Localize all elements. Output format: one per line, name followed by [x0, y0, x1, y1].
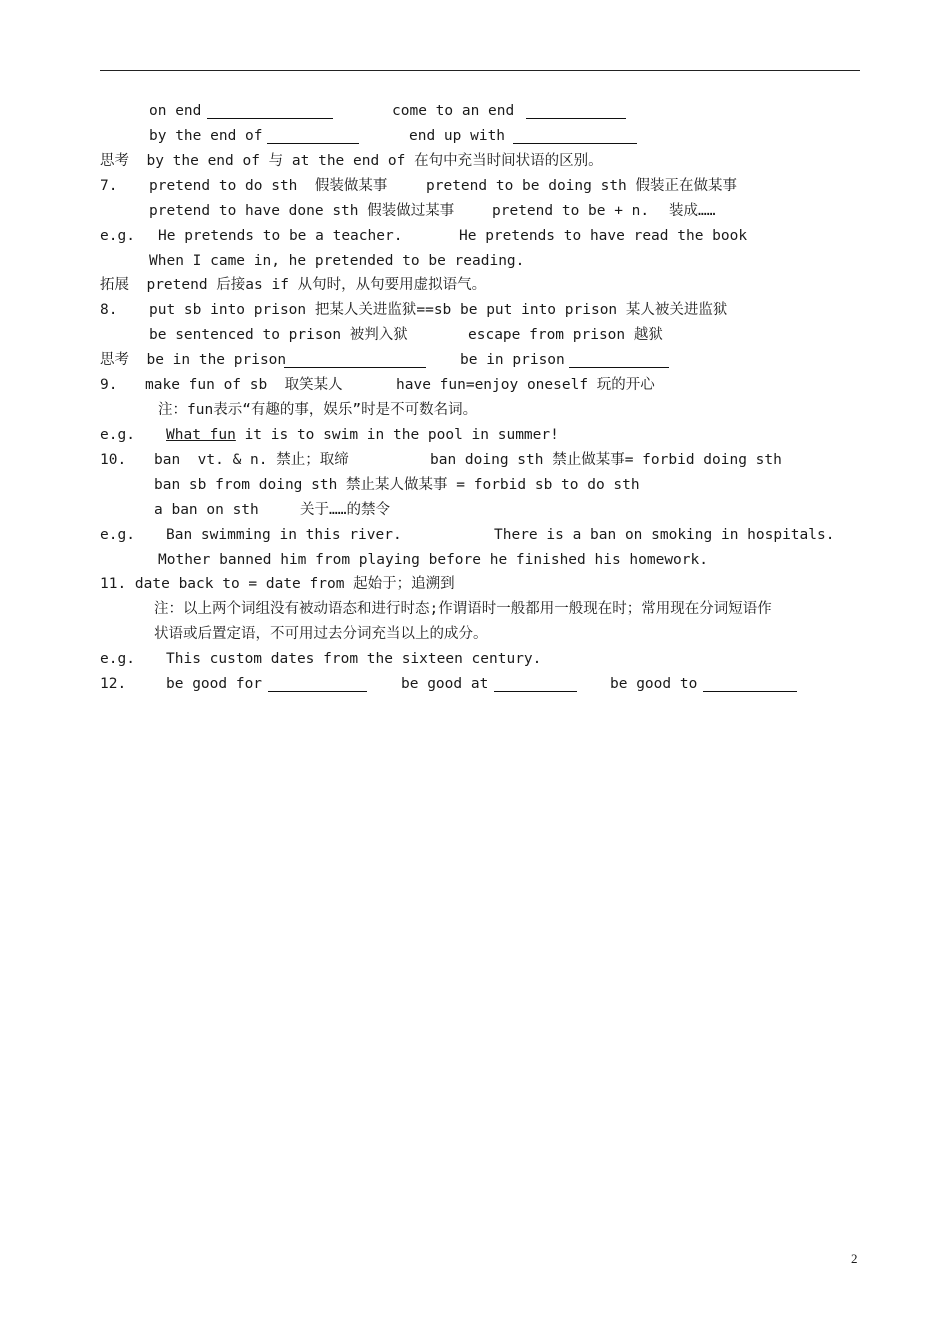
- phrase-make-fun-of: make fun of sb 取笑某人: [145, 377, 343, 393]
- phrase-pretend-to-do: pretend to do sth 假装做某事: [149, 178, 388, 194]
- phrase-ban-sb-from: ban sb from doing sth 禁止某人做某事 = forbid sb to do sth: [154, 477, 640, 493]
- phrase-come-to-an-end: come to an end: [392, 103, 515, 119]
- note-date-back-to: 注：以上两个词组没有被动语态和进行时态;作谓语时一般都用一般现在时；常用现在分词短语作: [154, 601, 772, 617]
- answer-blank: [284, 367, 426, 368]
- phrase-have-fun: have fun=enjoy oneself 玩的开心: [396, 377, 655, 393]
- phrase-be-good-to: be good to: [610, 676, 698, 692]
- answer-blank: [703, 691, 797, 692]
- answer-blank: [526, 118, 626, 119]
- phrase-ban: ban vt. & n. 禁止；取缔: [154, 452, 349, 468]
- phrase-on-end: on end: [149, 103, 202, 119]
- underlined-phrase: What fun: [166, 427, 236, 443]
- page-number: 2: [851, 1251, 858, 1266]
- phrase-pretend-to-be-doing: pretend to be doing sth 假装正在做某事: [426, 178, 738, 194]
- phrase-be-in-prison: be in prison: [460, 352, 565, 368]
- example-sentence: Ban swimming in this river.: [166, 527, 402, 543]
- phrase-end-up-with: end up with: [409, 128, 506, 144]
- phrase-escape-from-prison: escape from prison 越狱: [468, 327, 663, 343]
- item-number-12: 12.: [100, 676, 127, 692]
- think-note-prison: 思考 be in the prison: [100, 352, 287, 368]
- think-note-by-the-end: 思考 by the end of 与 at the end of 在句中充当时间状语的区别。: [100, 153, 603, 169]
- answer-blank: [207, 118, 333, 119]
- example-sentence: He pretends to be a teacher.: [158, 228, 403, 244]
- example-sentence: When I came in, he pretended to be reading.: [149, 253, 525, 269]
- note-date-back-to-cont: 状语或后置定语，不可用过去分词充当以上的成分。: [154, 626, 488, 642]
- item-number-7: 7.: [100, 178, 118, 194]
- item-date-back-to: 11. date back to = date from 起始于；追溯到: [100, 576, 455, 592]
- example-label: e.g.: [100, 527, 135, 543]
- phrase-ban-doing: ban doing sth 禁止做某事= forbid doing sth: [430, 452, 782, 468]
- header-rule: [100, 70, 860, 71]
- item-number-8: 8.: [100, 302, 118, 318]
- phrase-a-ban-on: a ban on sth: [154, 502, 259, 518]
- phrase-meaning-ban: 关于……的禁令: [300, 502, 390, 518]
- extension-note-pretend: 拓展 pretend 后接as if 从句时，从句要用虚拟语气。: [100, 277, 487, 293]
- phrase-be-good-for: be good for: [166, 676, 263, 692]
- phrase-be-good-at: be good at: [401, 676, 489, 692]
- answer-blank: [569, 367, 669, 368]
- answer-blank: [268, 691, 367, 692]
- example-sentence: This custom dates from the sixteen century.: [166, 651, 542, 667]
- item-number-10: 10.: [100, 452, 127, 468]
- answer-blank: [494, 691, 577, 692]
- answer-blank: [267, 143, 359, 144]
- answer-blank: [513, 143, 637, 144]
- example-label: e.g.: [100, 427, 135, 443]
- example-sentence: What fun it is to swim in the pool in summer!: [166, 427, 559, 443]
- phrase-pretend-to-have-done: pretend to have done sth 假装做过某事: [149, 203, 455, 219]
- item-number-9: 9.: [100, 377, 118, 393]
- note-fun-uncountable: 注：fun表示“有趣的事，娱乐”时是不可数名词。: [158, 402, 478, 418]
- phrase-sentenced-to-prison: be sentenced to prison 被判入狱: [149, 327, 408, 343]
- example-label: e.g.: [100, 651, 135, 667]
- phrase-put-into-prison: put sb into prison 把某人关进监狱==sb be put into prison 某人被关进监狱: [149, 302, 728, 318]
- phrase-by-the-end-of: by the end of: [149, 128, 263, 144]
- phrase-pretend-to-be-n: pretend to be + n.: [492, 203, 650, 219]
- example-label: e.g.: [100, 228, 135, 244]
- example-sentence: Mother banned him from playing before he finished his homework.: [158, 552, 708, 568]
- example-sentence: There is a ban on smoking in hospitals.: [494, 527, 835, 543]
- phrase-meaning-pretend: 装成……: [669, 203, 716, 219]
- example-sentence: He pretends to have read the book: [459, 228, 748, 244]
